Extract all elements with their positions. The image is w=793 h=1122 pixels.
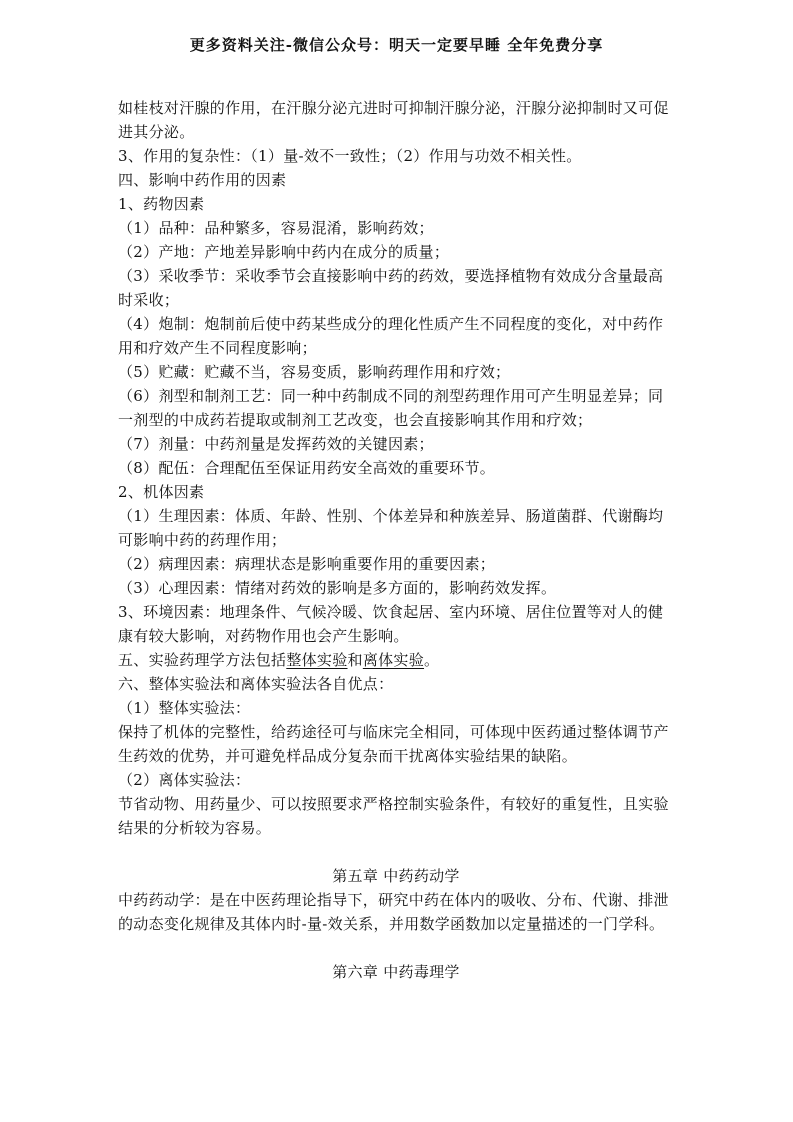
list-item: （3）心理因素：情绪对药效的影响是多方面的，影响药效发挥。	[118, 579, 557, 597]
subsection-heading: 1、药物因素	[118, 195, 205, 213]
underlined-term: 离体实验	[362, 651, 425, 669]
paragraph: 节省动物、用药量少、可以按照要求严格控制实验条件，有较好的重复性，且实验结果的分析较为容易。	[118, 795, 669, 837]
list-item: （6）剂型和制剂工艺：同一种中药制成不同的剂型药理作用可产生明显差异；同一剂型的中成药若提取或制剂工艺改变，也会直接影响其作用和疗效；	[118, 387, 664, 429]
paragraph: 3、作用的复杂性：（1）量-效不一致性；（2）作用与功效不相关性。	[118, 147, 582, 165]
list-item: （1）品种：品种繁多，容易混淆，影响药效；	[118, 219, 434, 237]
list-item: （3）采收季节：采收季节会直接影响中药的药效，要选择植物有效成分含量最高时采收；	[118, 267, 664, 309]
underlined-term: 整体实验	[286, 651, 348, 669]
paragraph: 保持了机体的完整性，给药途径可与临床完全相同，可体现中医药通过整体调节产生药效的优势，并可避免样品成分复杂而干扰离体实验结果的缺陷。	[118, 723, 669, 765]
paragraph: 如桂枝对汗腺的作用，在汗腺分泌亢进时可抑制汗腺分泌，汗腺分泌抑制时又可促进其分泌。	[118, 99, 669, 141]
list-item: （8）配伍：合理配伍至保证用药安全高效的重要环节。	[118, 459, 496, 477]
chapter-title: 第六章 中药毒理学	[332, 963, 460, 981]
list-item: （5）贮藏：贮藏不当，容易变质，影响药理作用和疗效；	[118, 363, 511, 381]
list-item: （1）生理因素：体质、年龄、性别、个体差异和种族差异、肠道菌群、代谢酶均可影响中药的药理作用；	[118, 507, 664, 549]
chapter-title: 第五章 中药药动学	[332, 867, 460, 885]
list-item: （2）病理因素：病理状态是影响重要作用的重要因素；	[118, 555, 496, 573]
section-heading: 四、影响中药作用的因素	[118, 171, 287, 189]
subsection-heading: 2、机体因素	[118, 483, 205, 501]
text-run: 五、实验药理学方法包括	[118, 651, 287, 669]
list-item: （2）离体实验法：	[118, 771, 251, 789]
paragraph: 3、环境因素：地理条件、气候冷暖、饮食起居、室内环境、居住位置等对人的健康有较大影响，对药物作用也会产生影响。	[118, 603, 664, 645]
list-item: （4）炮制：炮制前后使中药某些成分的理化性质产生不同程度的变化，对中药作用和疗效产生不同程度影响；	[118, 315, 664, 357]
text-run: 。	[424, 651, 440, 669]
text-run: 和	[347, 651, 363, 669]
section-heading	[118, 648, 674, 672]
document-body	[118, 96, 674, 984]
list-item: （1）整体实验法：	[118, 699, 251, 717]
page-header: 更多资料关注-微信公众号：明天一定要早睡 全年免费分享	[189, 36, 604, 54]
paragraph: 中药药动学：是在中医药理论指导下，研究中药在体内的吸收、分布、代谢、排泄的动态变化规律及其体内时-量-效关系，并用数学函数加以定量描述的一门学科。	[118, 891, 669, 933]
section-heading: 六、整体实验法和离体实验法各自优点：	[118, 675, 394, 693]
list-item: （2）产地：产地差异影响中药内在成分的质量；	[118, 243, 450, 261]
list-item: （7）剂量：中药剂量是发挥药效的关键因素；	[118, 435, 434, 453]
